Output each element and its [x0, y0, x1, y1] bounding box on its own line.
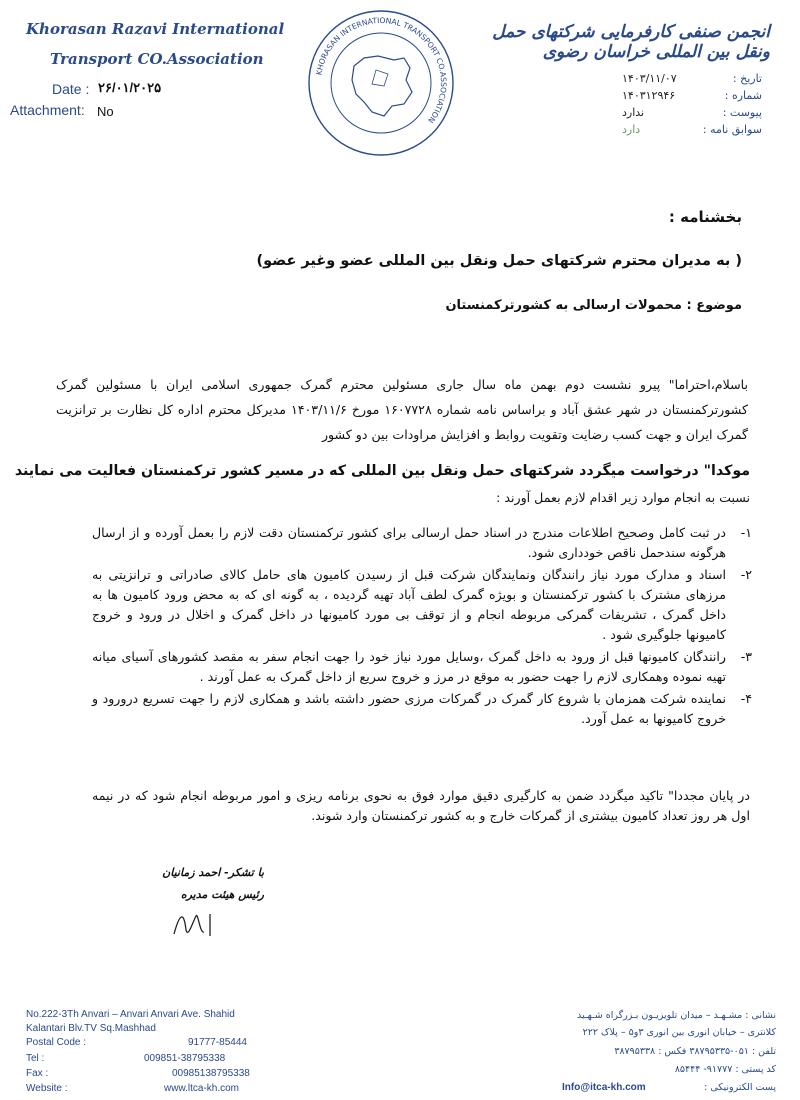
meta-attachment-label: پیوست :: [722, 106, 762, 119]
footer-tel-value: 009851-38795338: [144, 1053, 226, 1064]
meta-number-row: [622, 89, 762, 102]
date-value: ۲۶/۰۱/۲۰۲۵: [98, 80, 162, 95]
footer-fax-label: Fax :: [26, 1068, 49, 1079]
emphasis-line: موکدا" درخواست میگردد شرکتهای حمل ونقل بین المللی که در مسیر کشور ترکمنستان فعالیت می نمایند: [14, 463, 750, 479]
footer-fa-phone: تلفن : ۰۵۱-۳۸۷۹۵۳۳۵ فکس : ۳۸۷۹۵۳۳۸: [614, 1046, 776, 1057]
opening-paragraph: باسلام،احتراما" پیرو نشست دوم بهمن ماه سال جاری مسئولین محترم گمرک جمهوری اسلامی ایران با مسئولین گمرک کشورترکمنستان در شهر عشق آباد و براساس نامه شماره ۱۶۰۷۷۲۸ مورخ ۱۴۰۳/۱۱/۶ مدیرکل محترم اداره کل نظارت بر ترانزیت گمرک ایران و جهت کسب رضایت وتقویت روابط و افزایش مراودات بین دو کشور: [56, 377, 748, 442]
list-item-text: نماینده شرکت همزمان با شروع کار گمرک در گمرکات مرزی حضور داشته باشد و همکاری لازم را جهت تسریع درورود و خروج کامیونها به عمل آورد.: [92, 691, 726, 726]
footer-website-label: Website :: [26, 1083, 68, 1094]
signature-name: با تشکر- احمد زمانیان: [162, 866, 264, 879]
requirements-list: [92, 523, 752, 729]
meta-history-label: سوابق نامه :: [702, 123, 762, 136]
en-title-line1: Khorasan Razavi International: [26, 20, 285, 38]
meta-history-row: [622, 123, 762, 136]
association-seal-logo: [306, 8, 456, 158]
list-item-number: ۳-: [740, 649, 752, 664]
seal-text: KHORASAN INTERNATIONAL TRANSPORT CO.ASSOCIATION: [314, 15, 449, 125]
handwritten-signature: [166, 904, 226, 948]
fa-org-title: انجمن صنفی کارفرمایی شرکتهای حمل ونقل بین المللی خراسان رضوی: [492, 22, 770, 62]
en-title-line2: Transport CO.Association: [50, 50, 264, 68]
meta-date-row: [622, 72, 762, 85]
letter-meta: [622, 72, 762, 136]
list-item: [92, 565, 752, 645]
footer-website-link[interactable]: www.ltca-kh.com: [164, 1083, 240, 1094]
list-item: [92, 689, 752, 729]
list-item-number: ۱-: [740, 525, 752, 540]
date-label: Date :: [52, 81, 90, 97]
attachment-label: Attachment:: [10, 102, 85, 118]
list-item-number: ۲-: [740, 567, 752, 582]
footer-fax-value: 00985138795338: [172, 1068, 250, 1079]
footer-address-line1: No.222-3Th Anvari – Anvari Anvari Ave. Shahid: [26, 1009, 235, 1020]
list-item: [92, 647, 752, 687]
list-item-text: در ثبت کامل وصحیح اطلاعات مندرج در اسناد حمل ارسالی برای کشور ترکمنستان دقت لازم را بعمل آورده و از ارسال هرگونه سندحمل ناقص خودداری شود.: [92, 525, 726, 560]
footer-tel-label: Tel :: [26, 1053, 45, 1064]
meta-attachment-row: [622, 106, 762, 119]
list-item-number: ۴-: [740, 691, 752, 706]
list-item: [92, 523, 752, 563]
footer-email-link[interactable]: Info@itca-kh.com: [562, 1082, 646, 1093]
seal-graphic: [306, 8, 456, 158]
footer-fa-address-line2: کلانتری – خیابان انوری بین انوری ۳و۵ – پلاک ۲۲۲: [582, 1027, 776, 1038]
attachment-value: No: [97, 104, 114, 119]
meta-date-label: تاریخ :: [732, 72, 762, 85]
circular-heading: بخشنامه :: [668, 208, 742, 226]
subject-line: موضوع : محمولات ارسالی به کشورترکمنستان: [445, 298, 742, 313]
meta-number-value: ۱۴۰۳۱۲۹۴۶: [622, 89, 676, 102]
meta-attachment-value: ندارد: [622, 106, 645, 119]
list-item-text: رانندگان کامیونها قبل از ورود به داخل گمرک ،وسایل مورد نیاز خود را جهت انجام سفر به مقصد کشورهای آسیای میانه تهیه نموده وهمکاری لازم را جهت حضور به موقع در مرز و خروج سریع از داخل گمرک به عمل آورند .: [92, 649, 726, 684]
meta-number-label: شماره :: [724, 89, 762, 102]
recipients-line: ( به مدیران محترم شرکتهای حمل ونقل بین المللی عضو وغیر عضو): [256, 253, 742, 269]
closing-paragraph: در پایان مجددا" تاکید میگردد ضمن به کارگیری دقیق موارد فوق به نحوی برنامه ریزی و امور مربوطه انجام شود که در نیمه اول هر روز تعداد کامیون بیشتری از گمرکات خارج و به کشور ترکمنستان وارد شوند.: [92, 788, 750, 823]
footer-postal-label: Postal Code :: [26, 1037, 87, 1048]
intro-line: نسبت به انجام موارد زیر اقدام لازم بعمل آورند :: [496, 490, 750, 505]
list-item-text: اسناد و مدارک مورد نیاز رانندگان ونمایندگان شرکت قبل از رسیدن کامیون های حامل کالای صادراتی و ترانزیتی به مرزهای مشترک با کشور ترکمنستان و بویژه گمرک لطف آباد تهیه گردیده ، به گونه ای که به محض ورود کامیون ها به داخل گمرک ، تشریفات گمرکی مربوطه انجام و از توقف بی مورد کامیونها در داخل گمرک و اخلال در ورود و خروج کامیونها جلوگیری شود .: [92, 567, 726, 642]
meta-date-value: ۱۴۰۳/۱۱/۰۷: [622, 72, 677, 85]
footer-fa-postal: کد پستی : ۹۱۷۷۷- ۸۵۴۴۴: [674, 1064, 776, 1075]
footer-address-line2: Kalantari Blv.TV Sq.Mashhad: [26, 1023, 156, 1034]
footer-fa-address-line1: نشانی : مشـهـد – میدان تلویزیـون بـزرگراه شـهـید: [576, 1010, 776, 1021]
footer-postal-value: 91777-85444: [188, 1037, 247, 1048]
footer-fa-email-label: پست الکترونیکی :: [704, 1082, 776, 1093]
meta-history-value: دارد: [622, 123, 641, 136]
signature-title: رئیس هیئت مدیره: [180, 888, 264, 901]
